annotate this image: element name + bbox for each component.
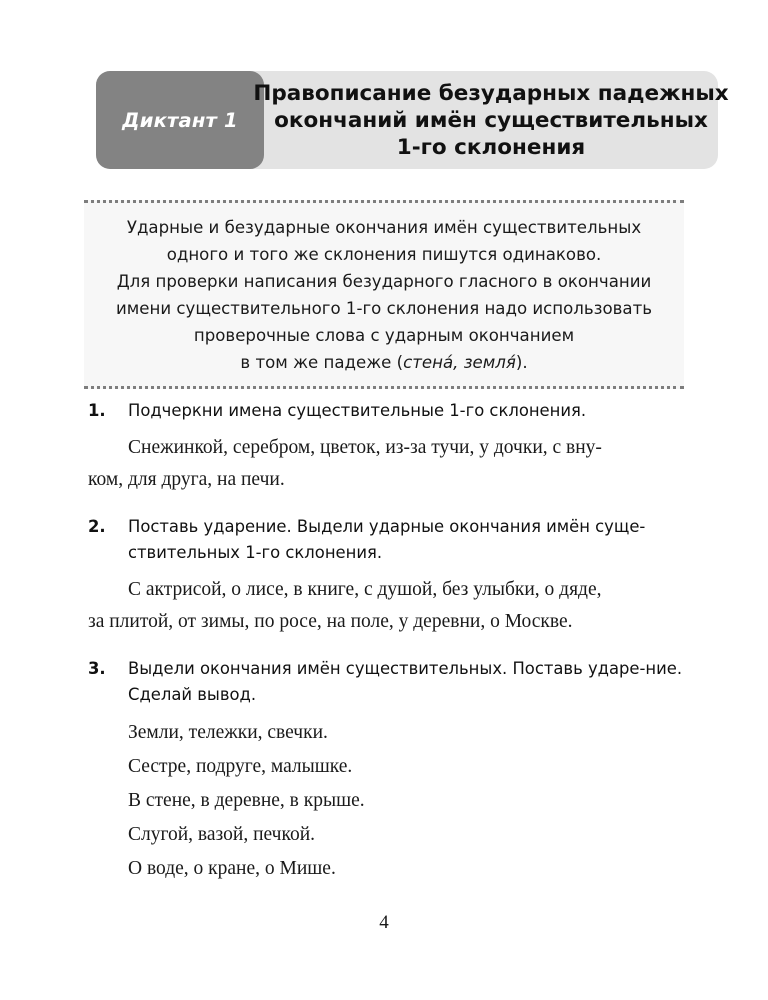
- exercise-1-text-cont: [88, 464, 698, 496]
- exercise-3-body: [88, 716, 698, 886]
- exercise-list: [88, 398, 698, 904]
- exercise-3-prompt-text: Выдели окончания имён существительных. Поставь ударе-ние. Сделай вывод.: [128, 659, 683, 704]
- rule-line-4: имени существительного 1-го склонения надо использовать: [115, 299, 653, 318]
- exercise-1-number: 1.: [88, 401, 106, 420]
- rule-line-5: проверочные слова с ударным окончанием: [193, 326, 575, 345]
- rule-line-6-prefix: в том же падеже (: [240, 353, 404, 372]
- word-line-3: В стене, в деревне, в крыше.: [128, 790, 365, 811]
- exercise-3: [88, 656, 698, 886]
- exercise-3-number: 3.: [88, 659, 106, 678]
- rule-box: [84, 200, 684, 389]
- exercise-2-text-cont: [88, 606, 698, 638]
- exercise-2-text-line-2: за плитой, от зимы, по росе, на поле, у деревни, о Москве.: [88, 611, 573, 632]
- exercise-1-prompt-block: [88, 398, 698, 424]
- exercise-2-prompt-block: [88, 514, 698, 566]
- chapter-header: [96, 71, 729, 169]
- exercise-1-body: [88, 432, 698, 496]
- rule-line-6-suffix: ).: [515, 353, 528, 372]
- word-line-5: О воде, о кране, о Мише.: [128, 858, 336, 879]
- exercise-2-number: 2.: [88, 517, 106, 536]
- exercise-2-body: [88, 574, 698, 638]
- exercise-2: [88, 514, 698, 638]
- dictation-badge-label: Диктант 1: [122, 108, 238, 132]
- chapter-title-line-1: Правописание безударных падежных: [253, 80, 729, 106]
- exercise-2-text-line-1: С актрисой, о лисе, в книге, с душой, без улыбки, о дяде,: [128, 579, 602, 600]
- page-number: 4: [379, 912, 389, 933]
- exercise-1-text-line-1: Снежинкой, серебром, цветок, из-за тучи, у дочки, с вну-: [128, 437, 602, 458]
- rule-example-words: стена́, земля́: [403, 353, 516, 372]
- word-line-2: Сестре, подруге, малышке.: [128, 756, 353, 777]
- exercise-2-text: [88, 574, 698, 606]
- rule-line-1: Ударные и безударные окончания имён существительных: [126, 218, 642, 237]
- exercise-1-prompt-text: Подчеркни имена существительные 1-го склонения.: [128, 401, 587, 420]
- word-line-4: Слугой, вазой, печкой.: [128, 824, 316, 845]
- exercise-2-prompt-text: Поставь ударение. Выдели ударные окончания имён суще-ствительных 1-го склонения.: [128, 517, 646, 562]
- chapter-title-line-2: окончаний имён существительных: [274, 107, 708, 133]
- rule-line-6: [84, 349, 684, 376]
- exercise-1-text-line-2: ком, для друга, на печи.: [88, 469, 285, 490]
- chapter-title: [253, 71, 729, 169]
- exercise-1: [88, 398, 698, 496]
- exercise-1-text: [88, 432, 698, 464]
- word-line-1: Земли, тележки, свечки.: [128, 722, 328, 743]
- dictation-badge: [96, 71, 264, 169]
- chapter-title-line-3: 1-го склонения: [396, 134, 586, 160]
- rule-line-2: одного и того же склонения пишутся одинаково.: [166, 245, 602, 264]
- exercise-3-prompt-block: [88, 656, 698, 708]
- rule-line-3: Для проверки написания безударного гласного в окончании: [116, 272, 652, 291]
